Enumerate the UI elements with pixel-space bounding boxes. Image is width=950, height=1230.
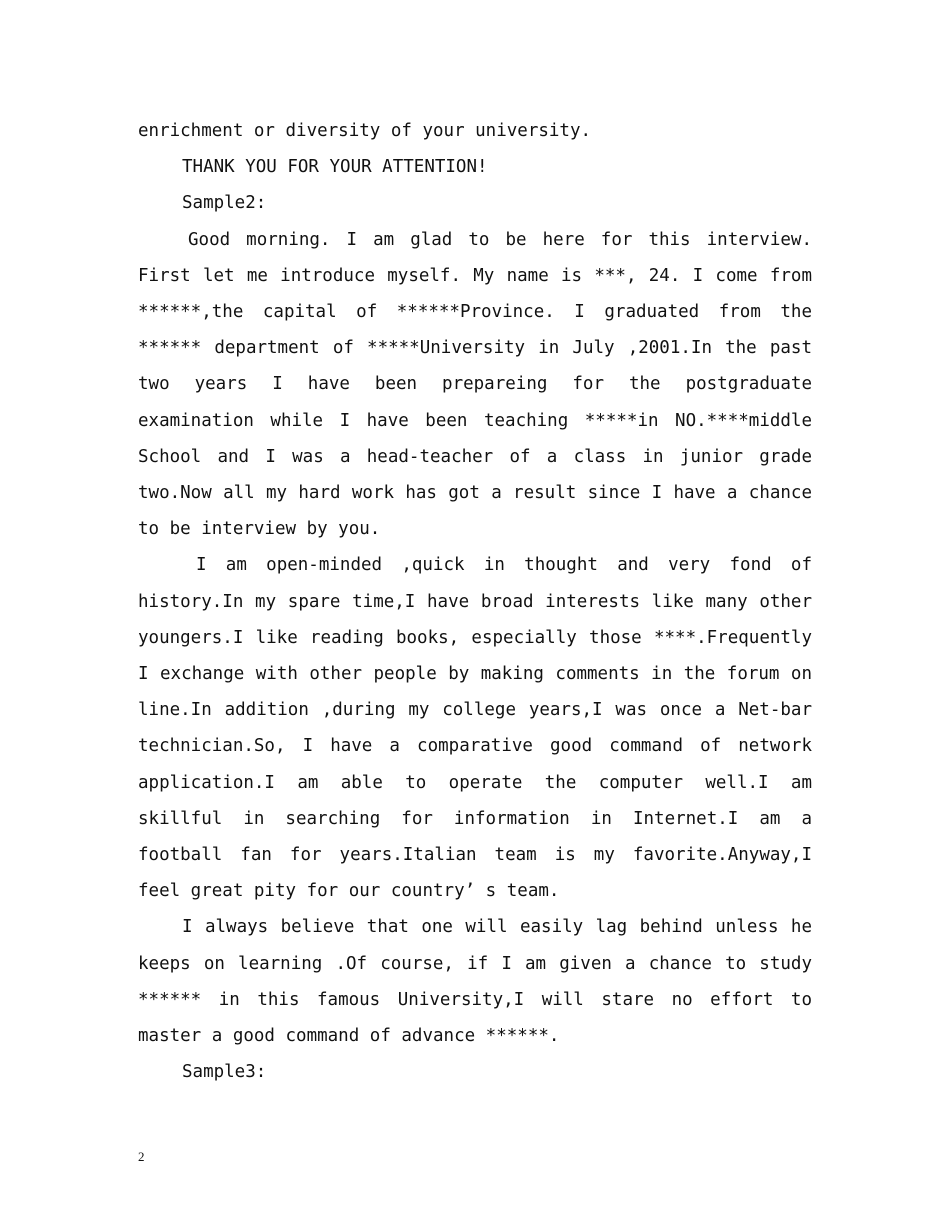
page-number: 2 xyxy=(138,1149,145,1164)
paragraph-introduction: Good morning. I am glad to be here for this interview. First let me introduce myself. My name is ***, 24. I come from ******,the capital of ******Province. I graduated from the ****** department of *****University in July ,2001.In the past two years I have been prepareing for the postgraduate examination while I have been teaching *****in NO.****middle School and I was a head-teacher of a class in junior grade two.Now all my hard work has got a result since I have a chance to be interview by you. xyxy=(138,229,812,540)
heading-sample3: Sample3: xyxy=(182,1062,267,1083)
paragraph-personality: I am open-minded ,quick in thought and very fond of history.In my spare time,I have broad interests like many other youngers.I like reading books, especially those ****.Frequently I exchange with other people by making comments in the forum on line.In addition ,during my college years,I was once a Net-bar technician.So, I have a comparative good command of network application.I am able to operate the computer well.I am skillful in searching for information in Internet.I am a football fan for years.Italian team is my favorite.Anyway,I feel great pity for our country’ s team. xyxy=(138,555,812,902)
paragraph-thank-you: THANK YOU FOR YOUR ATTENTION! xyxy=(182,157,488,178)
document-body xyxy=(138,113,812,1090)
paragraph-learning: I always believe that one will easily lag behind unless he keeps on learning .Of course, if I am given a chance to study ****** in this famous University,I will stare no effort to master a good command of advance ******. xyxy=(138,917,812,1047)
heading-sample2: Sample2: xyxy=(182,193,267,214)
paragraph-continuation: enrichment or diversity of your university. xyxy=(138,121,592,141)
